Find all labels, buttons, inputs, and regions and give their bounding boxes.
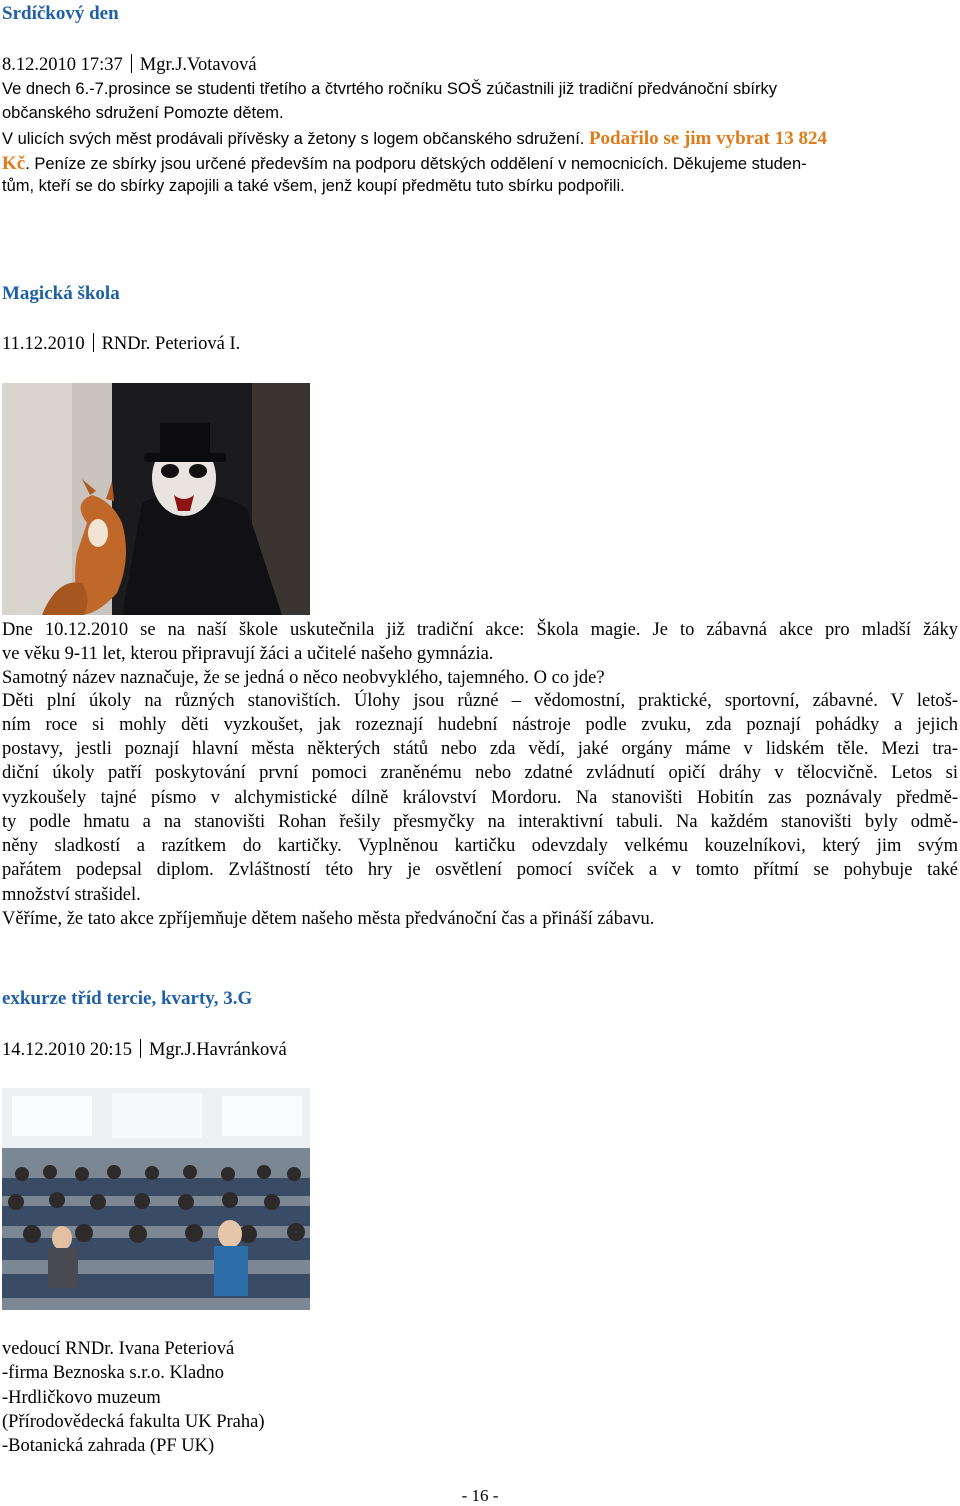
excursion-line: vedoucí RNDr. Ivana Peteriová <box>2 1339 235 1359</box>
article-title-exkurze: exkurze tříd tercie, kvarty, 3.G <box>2 988 253 1009</box>
meta-divider <box>131 54 132 73</box>
paragraph-line: vyzkoušely tajné písmo v alchymistické dílně království Mordoru. Na stanovišti Hobitín zas poznávaly předmě- <box>2 788 958 808</box>
article-meta <box>2 333 240 355</box>
paragraph-line: ním roce si mohly děti vyzkoušet, jak rozeznají hudební nástroje podle zvuku, zda poznají pohádky a jejich <box>2 715 958 735</box>
article-title-magicka-skola: Magická škola <box>2 283 120 304</box>
paragraph-line: postavy, jestli poznají hlavní města některých států nebo zda vědí, jaké orgány máme v lidském těle. Mezi tra- <box>2 739 958 759</box>
highlight-currency: Kč <box>2 153 26 174</box>
excursion-line: -Botanická zahrada (PF UK) <box>2 1436 215 1456</box>
article-date: 14.12.2010 20:15 <box>2 1040 133 1060</box>
paragraph-line: diční úkoly patří poskytování první pomoci zraněnému nebo zdatné zvládnutí opičí dráhy v tělocvičně. Letos si <box>2 763 958 783</box>
paragraph-line: Děti plní úkoly na různých stanovištích. Úlohy jsou různé – vědomostní, praktické, sportovní, zábavné. V letoš- <box>2 691 958 711</box>
text-span: . Peníze ze sbírky jsou určené především na podporu dětských oddělení v nemocnicích. Děkujeme studen- <box>25 155 807 173</box>
page-number: - 16 - <box>461 1486 499 1505</box>
article-meta <box>2 1039 287 1061</box>
article-author: Mgr.J.Votavová <box>139 55 257 75</box>
paragraph-line: množství strašidel. <box>2 885 141 905</box>
article-date: 8.12.2010 17:37 <box>2 55 123 75</box>
article-date: 11.12.2010 <box>2 334 85 354</box>
meta-divider <box>140 1039 141 1058</box>
photo-lecture-hall-image <box>2 1088 310 1310</box>
paragraph-line <box>2 153 807 175</box>
paragraph-line: občanského sdružení Pomozte dětem. <box>2 104 284 122</box>
paragraph-line: ve věku 9-11 let, kterou připravují žáci a učitelé našeho gymnázia. <box>2 644 494 664</box>
text-span: V ulicích svých měst prodávali přívěsky a žetony s logem občanského sdružení. <box>2 130 589 148</box>
paragraph-line <box>2 128 827 150</box>
article-meta <box>2 54 257 76</box>
excursion-line: -firma Beznoska s.r.o. Kladno <box>2 1363 224 1383</box>
article-author: RNDr. Peteriová I. <box>101 334 241 354</box>
paragraph-line: něny sladkostí a razítkem do kartičky. Vyplněnou kartičku odevzdaly velkému kouzelníkovi, který jim svým <box>2 836 958 856</box>
meta-divider <box>93 333 94 352</box>
photo-vampire-image <box>2 383 310 615</box>
paragraph-line: tům, kteří se do sbírky zapojili a také všem, jenž koupí předmětu tuto sbírku podpořili. <box>2 177 625 195</box>
article-author: Mgr.J.Havránková <box>149 1040 287 1060</box>
paragraph-line: pařátem podepsal diplom. Zvláštností této hry je osvětlení pomocí svíček a v tomto přítmí se pohybuje také <box>2 860 958 880</box>
paragraph-line: Věříme, že tato akce zpříjemňuje dětem našeho města předvánoční čas a přináší zábavu. <box>2 909 655 929</box>
article-title-srdickovy-den: Srdíčkový den <box>2 3 119 24</box>
paragraph-line: Ve dnech 6.-7.prosince se studenti třetího a čtvrtého ročníku SOŠ zúčastnili již tradiční předvánoční sbírky <box>2 80 777 98</box>
excursion-line: (Přírodovědecká fakulta UK Praha) <box>2 1412 265 1432</box>
paragraph-line: Dne 10.12.2010 se na naší škole uskutečnila již tradiční akce: Škola magie. Je to zábavná akce pro mladší žáky <box>2 620 958 640</box>
paragraph-line: Samotný název naznačuje, že se jedná o něco neobvyklého, tajemného. O co jde? <box>2 668 605 688</box>
excursion-line: -Hrdličkovo muzeum <box>2 1388 161 1408</box>
photo-vampire-with-fox <box>2 383 310 615</box>
highlight-amount: Podařilo se jim vybrat 13 824 <box>588 128 827 149</box>
paragraph-line: ty podle hmatu a na stanovišti Rohan řešily přesmyčky na interaktivní tabuli. Na každém stanovišti byly odmě- <box>2 812 958 832</box>
photo-lecture-hall <box>2 1088 310 1310</box>
